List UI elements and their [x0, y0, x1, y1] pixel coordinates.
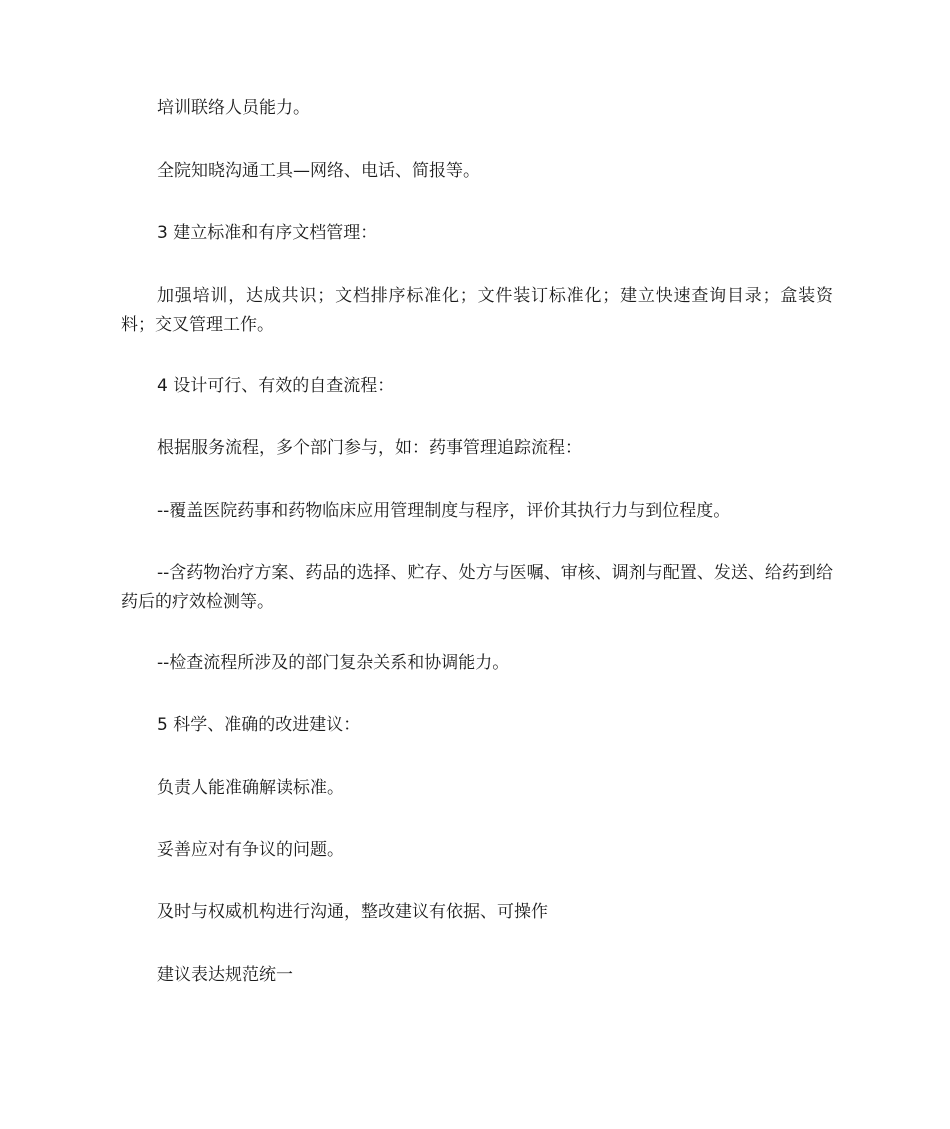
paragraph-12: 妥善应对有争议的问题。: [157, 840, 344, 860]
paragraph-11: 负责人能准确解读标准。: [157, 778, 344, 798]
paragraph-3: 3 建立标准和有序文档管理：: [157, 223, 378, 243]
paragraph-8: --含药物治疗方案、药品的选择、贮存、处方与医嘱、审核、调剂与配置、发送、给药到给药后的疗效检测等。: [121, 563, 833, 612]
paragraph-14: 建议表达规范统一: [157, 965, 293, 985]
paragraph-9: --检查流程所涉及的部门复杂关系和协调能力。: [157, 653, 510, 673]
paragraph-10: 5 科学、准确的改进建议：: [157, 715, 361, 735]
paragraph-7: --覆盖医院药事和药物临床应用管理制度与程序，评价其执行力与到位程度。: [157, 501, 731, 521]
paragraph-6: 根据服务流程，多个部门参与，如：药事管理追踪流程：: [157, 438, 582, 458]
paragraph-1: 培训联络人员能力。: [157, 98, 310, 118]
paragraph-2: 全院知晓沟通工具—网络、电话、简报等。: [157, 161, 480, 181]
paragraph-13: 及时与权威机构进行沟通，整改建议有依据、可操作: [157, 902, 548, 922]
paragraph-5: 4 设计可行、有效的自查流程：: [157, 376, 395, 396]
paragraph-4: 加强培训，达成共识；文档排序标准化；文件装订标准化；建立快速查询目录；盒装资料；交叉管理工作。: [121, 286, 833, 335]
